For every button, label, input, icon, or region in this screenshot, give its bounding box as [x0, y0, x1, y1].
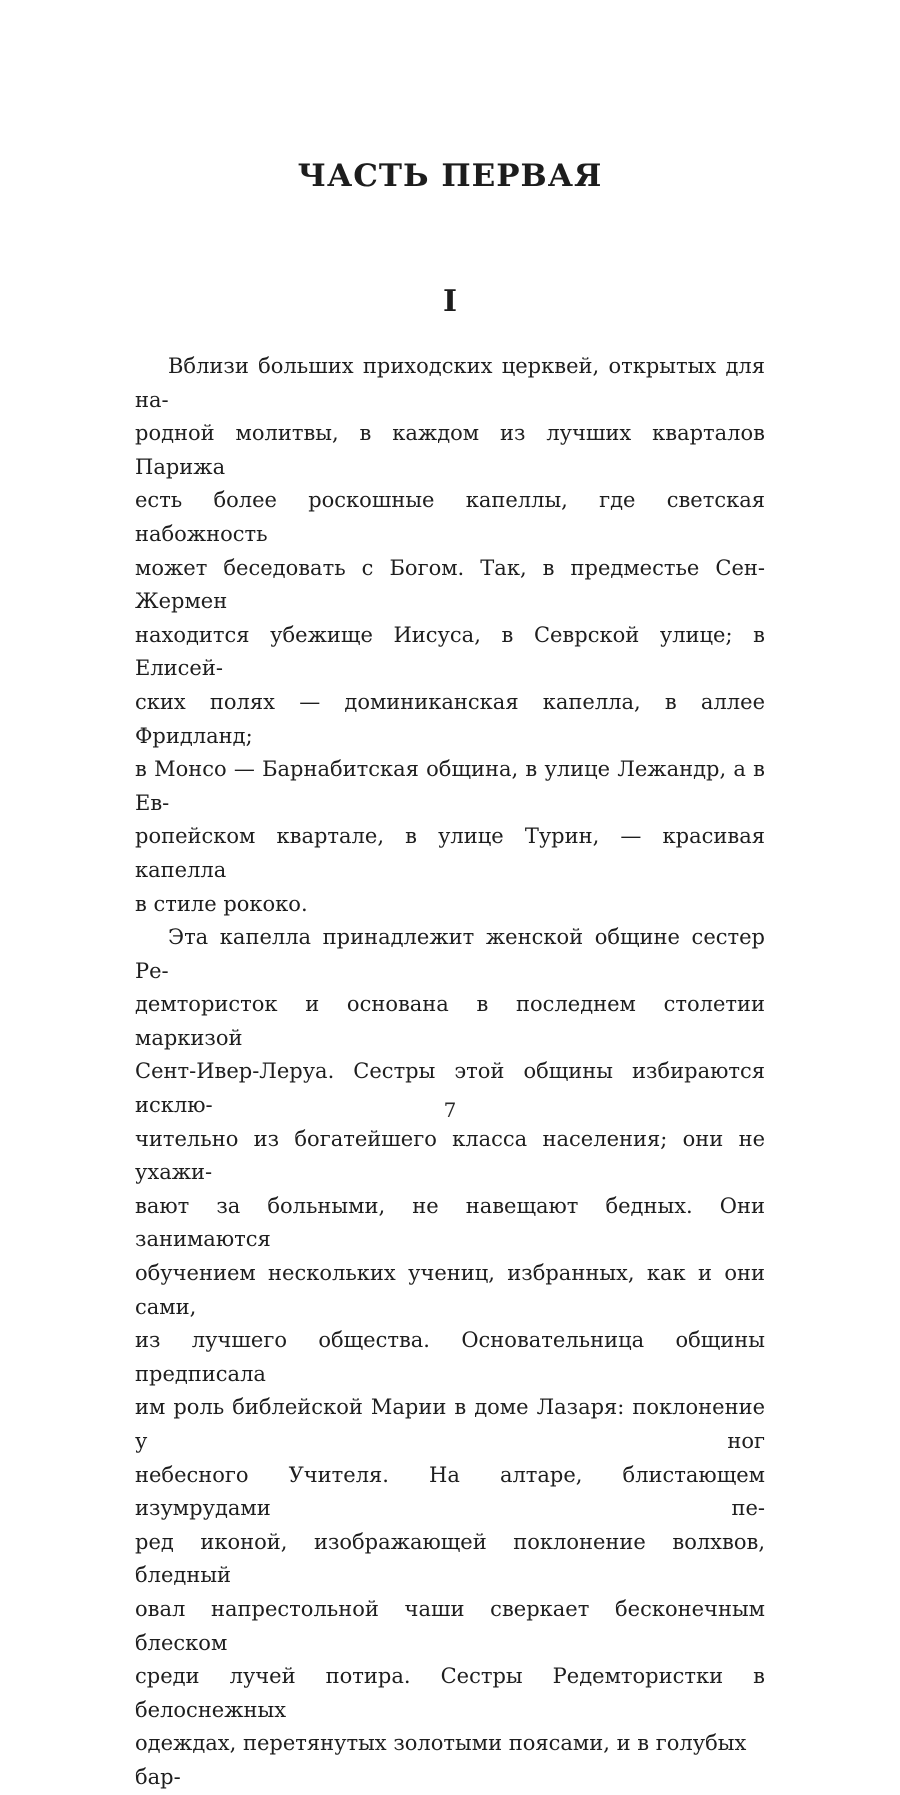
text-line: в стиле рококо. [135, 891, 308, 916]
text-line: в Монсо — Барнабитская община, в улице Лежандр, а в Ев- [135, 757, 765, 815]
text-line: ред иконой, изображающей поклонение волхвов, бледный [135, 1529, 765, 1588]
text-line: демтористок и основана в последнем столетии маркизой [135, 992, 765, 1050]
text-line: Вблизи больших приходских церквей, открытых для на- [135, 354, 765, 412]
text-line: овал напрестольной чаши сверкает бесконечным блеском [135, 1596, 765, 1655]
text-line: может беседовать с Богом. Так, в предместье Сен-Жермен [135, 555, 765, 614]
text-line: из лучшего общества. Основательница общины предписала [135, 1328, 765, 1386]
text-line: вают за больными, не навещают бедных. Они занимаются [135, 1193, 765, 1252]
text-line: обучением нескольких учениц, избранных, как и они сами, [135, 1261, 765, 1319]
text-line: небесного Учителя. На алтаре, блистающем изумрудами пе- [135, 1462, 765, 1521]
text-line: находится убежище Иисуса, в Севрской улице; в Елисей- [135, 622, 765, 681]
text-line: среди лучей потира. Сестры Редемтористки в белоснежных [135, 1664, 765, 1722]
body-text [135, 350, 765, 1795]
text-line: Эта капелла принадлежит женской общине сестер Ре- [135, 925, 765, 983]
text-line: есть более роскошные капеллы, где светская набожность [135, 488, 765, 546]
text-line: ских полях — доминиканская капелла, в аллее Фридланд; [135, 689, 765, 748]
section-number: I [442, 284, 458, 319]
text-line: одеждах, перетянутых золотыми поясами, и в голубых бар- [135, 1731, 747, 1789]
part-title: ЧАСТЬ ПЕРВАЯ [297, 158, 603, 194]
text-line: ропейском квартале, в улице Турин, — красивая капелла [135, 824, 765, 882]
text-line: им роль библейской Марии в доме Лазаря: поклонение у ног [135, 1395, 765, 1453]
page-number: 7 [443, 1098, 457, 1122]
text-line: Сент-Ивер-Леруа. Сестры этой общины избираются исклю- [135, 1059, 765, 1118]
text-line: родной молитвы, в каждом из лучших кварталов Парижа [135, 421, 765, 479]
text-line: чительно из богатейшего класса населения; они не ухажи- [135, 1126, 765, 1185]
